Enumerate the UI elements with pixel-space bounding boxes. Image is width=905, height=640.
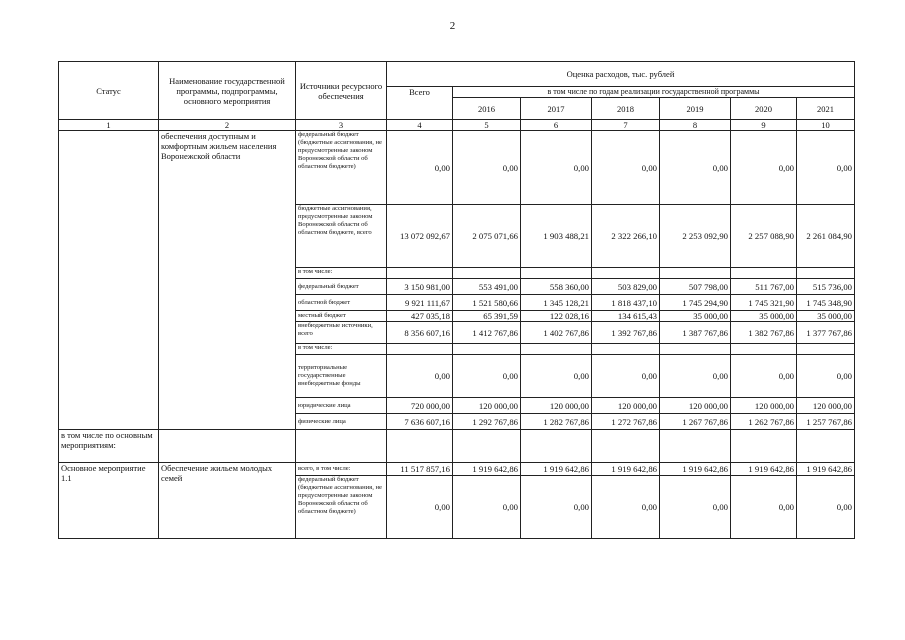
value-cell: 1 818 437,10 xyxy=(592,295,660,311)
value-cell xyxy=(731,344,797,355)
value-cell: 0,00 xyxy=(592,476,660,539)
value-cell: 0,00 xyxy=(797,355,855,398)
value-cell: 0,00 xyxy=(731,355,797,398)
value-cell: 1 745 321,90 xyxy=(731,295,797,311)
source-cell: местный бюджет xyxy=(296,311,387,322)
value-cell: 8 356 607,16 xyxy=(387,322,453,344)
value-cell: 1 292 767,86 xyxy=(453,414,521,430)
value-cell: 2 253 092,90 xyxy=(660,205,731,268)
value-cell: 0,00 xyxy=(453,131,521,205)
value-cell: 1 282 767,86 xyxy=(521,414,592,430)
column-number: 7 xyxy=(592,120,660,131)
header-year: 2018 xyxy=(592,98,660,120)
column-number: 4 xyxy=(387,120,453,131)
value-cell: 122 028,16 xyxy=(521,311,592,322)
value-cell: 0,00 xyxy=(521,476,592,539)
value-cell: 1 919 642,86 xyxy=(660,463,731,476)
header-by-years: в том числе по годам реализации государственной программы xyxy=(453,87,855,98)
value-cell: 2 261 084,90 xyxy=(797,205,855,268)
empty-cell xyxy=(453,430,521,463)
column-number: 5 xyxy=(453,120,521,131)
value-cell: 0,00 xyxy=(387,131,453,205)
source-cell: юридические лица xyxy=(296,398,387,414)
value-cell: 0,00 xyxy=(387,476,453,539)
header-sources: Источники ресурсного обеспечения xyxy=(296,62,387,120)
header-year: 2017 xyxy=(521,98,592,120)
value-cell: 120 000,00 xyxy=(592,398,660,414)
table-row xyxy=(59,131,855,205)
column-numbers-row xyxy=(59,120,855,131)
header-total: Всего xyxy=(387,87,453,120)
value-cell xyxy=(592,268,660,279)
value-cell: 120 000,00 xyxy=(731,398,797,414)
value-cell: 0,00 xyxy=(660,131,731,205)
source-cell: в том числе: xyxy=(296,268,387,279)
value-cell: 1 745 294,90 xyxy=(660,295,731,311)
empty-cell xyxy=(797,430,855,463)
value-cell: 1 262 767,86 xyxy=(731,414,797,430)
value-cell: 3 150 981,00 xyxy=(387,279,453,295)
value-cell: 0,00 xyxy=(797,131,855,205)
value-cell: 13 072 092,67 xyxy=(387,205,453,268)
value-cell: 0,00 xyxy=(521,355,592,398)
value-cell: 9 921 111,67 xyxy=(387,295,453,311)
value-cell: 35 000,00 xyxy=(731,311,797,322)
empty-cell xyxy=(592,430,660,463)
value-cell: 0,00 xyxy=(592,355,660,398)
header-year: 2021 xyxy=(797,98,855,120)
value-cell: 0,00 xyxy=(731,476,797,539)
activity-name-cell: Обеспечение жильем молодых семей xyxy=(159,463,296,539)
value-cell: 0,00 xyxy=(660,355,731,398)
source-cell: федеральный бюджет (бюджетные ассигнования, не предусмотренные законом Воронежской области об областном бюджете) xyxy=(296,476,387,539)
value-cell: 503 829,00 xyxy=(592,279,660,295)
header-year: 2020 xyxy=(731,98,797,120)
value-cell: 1 919 642,86 xyxy=(731,463,797,476)
column-number: 8 xyxy=(660,120,731,131)
value-cell: 1 272 767,86 xyxy=(592,414,660,430)
value-cell: 1 392 767,86 xyxy=(592,322,660,344)
value-cell xyxy=(387,268,453,279)
table-row xyxy=(59,463,855,476)
header-estimate: Оценка расходов, тыс. рублей xyxy=(387,62,855,87)
empty-cell xyxy=(159,430,296,463)
value-cell: 1 377 767,86 xyxy=(797,322,855,344)
value-cell: 0,00 xyxy=(660,476,731,539)
column-number: 1 xyxy=(59,120,159,131)
value-cell: 120 000,00 xyxy=(660,398,731,414)
value-cell: 1 267 767,86 xyxy=(660,414,731,430)
value-cell: 120 000,00 xyxy=(521,398,592,414)
value-cell: 720 000,00 xyxy=(387,398,453,414)
source-cell: физические лица xyxy=(296,414,387,430)
source-cell: областной бюджет xyxy=(296,295,387,311)
source-cell: внебюджетные источники, всего xyxy=(296,322,387,344)
value-cell: 427 035,18 xyxy=(387,311,453,322)
empty-cell xyxy=(387,430,453,463)
section-label-row xyxy=(59,430,855,463)
status-cell xyxy=(59,131,159,430)
page-number: 2 xyxy=(449,20,456,32)
column-number: 9 xyxy=(731,120,797,131)
value-cell: 0,00 xyxy=(453,355,521,398)
value-cell: 1 919 642,86 xyxy=(521,463,592,476)
value-cell: 1 903 488,21 xyxy=(521,205,592,268)
value-cell: 1 919 642,86 xyxy=(592,463,660,476)
value-cell: 65 391,59 xyxy=(453,311,521,322)
value-cell xyxy=(521,344,592,355)
value-cell: 1 387 767,86 xyxy=(660,322,731,344)
source-cell: федеральный бюджет xyxy=(296,279,387,295)
source-cell: бюджетные ассигнования, предусмотренные законом Воронежской области об областном бюджете, всего xyxy=(296,205,387,268)
value-cell: 507 798,00 xyxy=(660,279,731,295)
section-label: в том числе по основным мероприятиям: xyxy=(59,430,159,463)
value-cell xyxy=(797,268,855,279)
value-cell: 2 322 266,10 xyxy=(592,205,660,268)
value-cell: 134 615,43 xyxy=(592,311,660,322)
column-number: 6 xyxy=(521,120,592,131)
value-cell: 2 075 071,66 xyxy=(453,205,521,268)
empty-cell xyxy=(296,430,387,463)
value-cell: 7 636 607,16 xyxy=(387,414,453,430)
expenditure-table xyxy=(58,61,855,539)
empty-cell xyxy=(731,430,797,463)
value-cell: 0,00 xyxy=(592,131,660,205)
value-cell: 1 257 767,86 xyxy=(797,414,855,430)
value-cell xyxy=(387,344,453,355)
value-cell xyxy=(731,268,797,279)
source-cell: всего, в том числе: xyxy=(296,463,387,476)
header-row-1 xyxy=(59,62,855,87)
source-cell: федеральный бюджет (бюджетные ассигнования, не предусмотренные законом Воронежской области об областном бюджете) xyxy=(296,131,387,205)
column-number: 3 xyxy=(296,120,387,131)
source-cell: в том числе: xyxy=(296,344,387,355)
value-cell: 511 767,00 xyxy=(731,279,797,295)
value-cell: 0,00 xyxy=(521,131,592,205)
value-cell: 11 517 857,16 xyxy=(387,463,453,476)
value-cell: 1 345 128,21 xyxy=(521,295,592,311)
header-year: 2016 xyxy=(453,98,521,120)
value-cell: 1 919 642,86 xyxy=(453,463,521,476)
value-cell xyxy=(453,344,521,355)
column-number: 2 xyxy=(159,120,296,131)
value-cell: 120 000,00 xyxy=(797,398,855,414)
empty-cell xyxy=(521,430,592,463)
header-status: Статус xyxy=(59,62,159,120)
value-cell: 120 000,00 xyxy=(453,398,521,414)
program-name-cell: обеспечения доступным и комфортным жильем населения Воронежской области xyxy=(159,131,296,430)
value-cell xyxy=(453,268,521,279)
value-cell xyxy=(592,344,660,355)
value-cell: 0,00 xyxy=(453,476,521,539)
value-cell xyxy=(797,344,855,355)
value-cell: 0,00 xyxy=(731,131,797,205)
value-cell xyxy=(660,344,731,355)
value-cell: 1 412 767,86 xyxy=(453,322,521,344)
value-cell: 35 000,00 xyxy=(797,311,855,322)
value-cell: 1 382 767,86 xyxy=(731,322,797,344)
column-number: 10 xyxy=(797,120,855,131)
value-cell: 1 919 642,86 xyxy=(797,463,855,476)
source-cell: территориальные государственные внебюджетные фонды xyxy=(296,355,387,398)
value-cell: 35 000,00 xyxy=(660,311,731,322)
value-cell: 0,00 xyxy=(797,476,855,539)
activity-status-cell: Основное мероприятие 1.1 xyxy=(59,463,159,539)
value-cell xyxy=(660,268,731,279)
value-cell: 1 402 767,86 xyxy=(521,322,592,344)
value-cell xyxy=(521,268,592,279)
value-cell: 2 257 088,90 xyxy=(731,205,797,268)
header-year: 2019 xyxy=(660,98,731,120)
value-cell: 515 736,00 xyxy=(797,279,855,295)
value-cell: 1 521 580,66 xyxy=(453,295,521,311)
empty-cell xyxy=(660,430,731,463)
value-cell: 0,00 xyxy=(387,355,453,398)
value-cell: 553 491,00 xyxy=(453,279,521,295)
value-cell: 1 745 348,90 xyxy=(797,295,855,311)
header-name: Наименование государственной программы, подпрограммы, основного мероприятия xyxy=(159,62,296,120)
value-cell: 558 360,00 xyxy=(521,279,592,295)
